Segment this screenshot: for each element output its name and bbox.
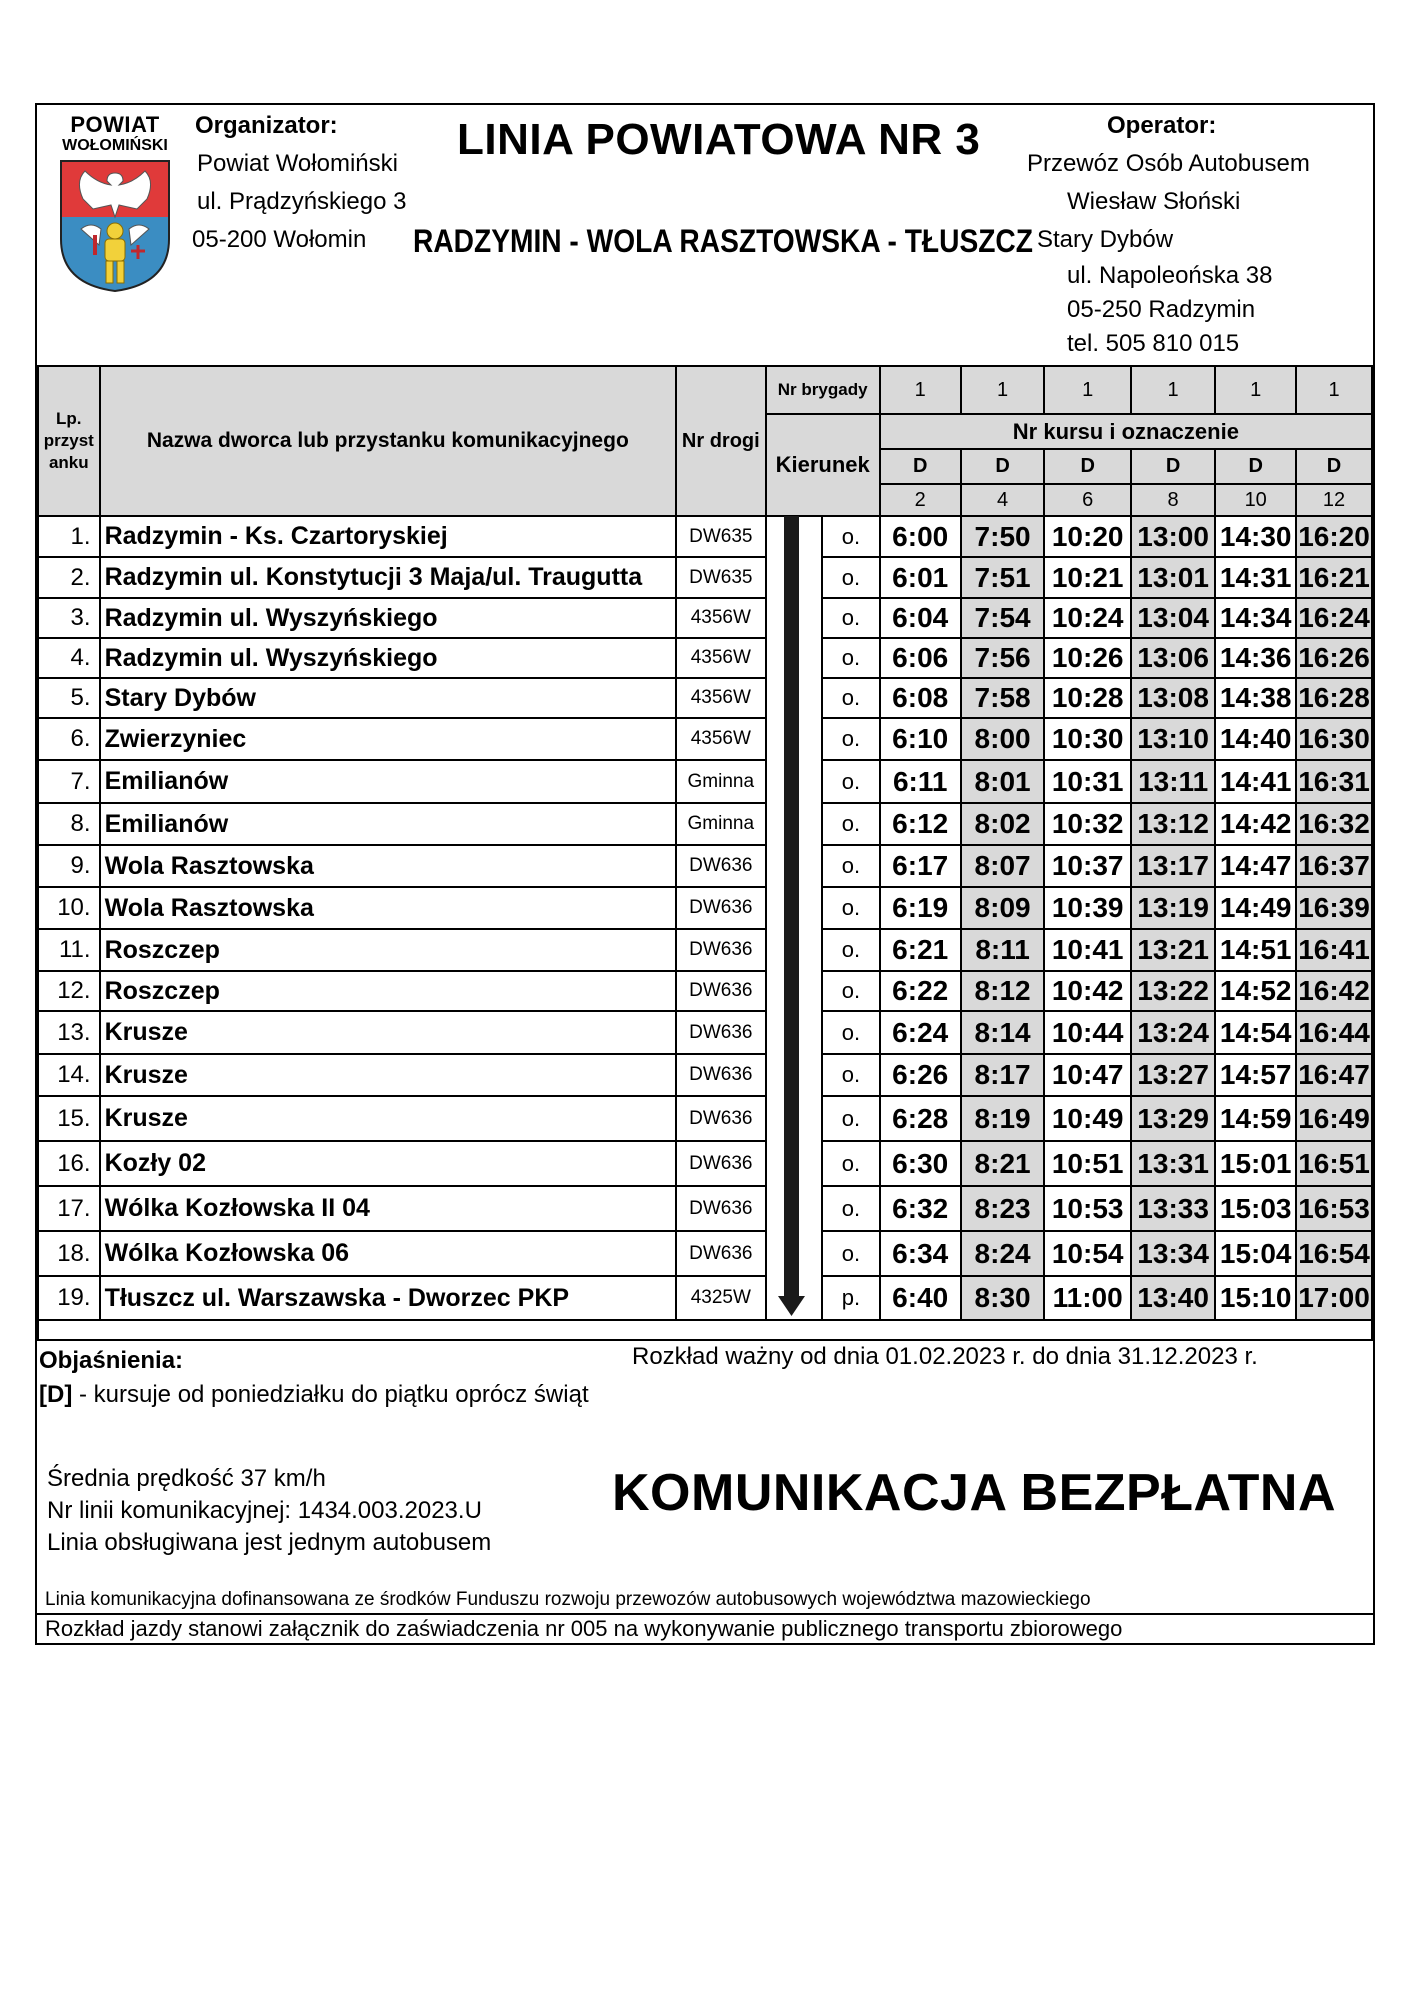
departure-time: 6:12 bbox=[880, 803, 961, 845]
operator-line: ul. Napoleońska 38 bbox=[1067, 262, 1273, 289]
table-row bbox=[38, 678, 1372, 718]
road-number: Gminna bbox=[676, 803, 766, 845]
course-mark: D bbox=[961, 449, 1045, 484]
stop-number: 6. bbox=[38, 718, 100, 760]
stop-type: o. bbox=[822, 803, 880, 845]
departure-time: 16:44 bbox=[1296, 1011, 1372, 1054]
road-number: DW636 bbox=[676, 1231, 766, 1276]
stop-type: o. bbox=[822, 1231, 880, 1276]
operator-line: Przewóz Osób Autobusem bbox=[1027, 150, 1310, 177]
departure-time: 15:03 bbox=[1215, 1186, 1296, 1231]
organizer-line: Powiat Wołomiński bbox=[197, 150, 398, 177]
stop-name: Krusze bbox=[100, 1096, 676, 1141]
departure-time: 6:06 bbox=[880, 638, 961, 678]
stop-type: o. bbox=[822, 845, 880, 887]
departure-time: 10:47 bbox=[1044, 1054, 1130, 1096]
departure-time: 10:41 bbox=[1044, 929, 1130, 971]
departure-time: 16:54 bbox=[1296, 1231, 1372, 1276]
departure-time: 6:22 bbox=[880, 971, 961, 1011]
departure-time: 10:51 bbox=[1044, 1141, 1130, 1186]
legend-code: [D] bbox=[39, 1381, 73, 1408]
timetable bbox=[37, 365, 1373, 1341]
organizer-label: Organizator: bbox=[195, 112, 338, 139]
road-number: 4356W bbox=[676, 638, 766, 678]
brigade-cell: 1 bbox=[1044, 366, 1130, 414]
departure-time: 14:31 bbox=[1215, 557, 1296, 598]
departure-time: 8:09 bbox=[961, 887, 1045, 929]
course-number: 4 bbox=[961, 484, 1045, 516]
departure-time: 13:34 bbox=[1131, 1231, 1215, 1276]
departure-time: 10:53 bbox=[1044, 1186, 1130, 1231]
road-number: DW636 bbox=[676, 1054, 766, 1096]
stop-name: Wólka Kozłowska 06 bbox=[100, 1231, 676, 1276]
departure-time: 8:00 bbox=[961, 718, 1045, 760]
stop-name: Krusze bbox=[100, 1011, 676, 1054]
stop-type: o. bbox=[822, 598, 880, 638]
stop-type: o. bbox=[822, 971, 880, 1011]
timetable-sheet bbox=[35, 103, 1375, 1645]
header-lp-line: Lp. bbox=[56, 409, 82, 428]
departure-time: 7:51 bbox=[961, 557, 1045, 598]
stop-name: Roszczep bbox=[100, 971, 676, 1011]
brigade-cell: 1 bbox=[1215, 366, 1296, 414]
course-mark: D bbox=[1215, 449, 1296, 484]
departure-time: 16:47 bbox=[1296, 1054, 1372, 1096]
departure-time: 6:28 bbox=[880, 1096, 961, 1141]
departure-time: 14:42 bbox=[1215, 803, 1296, 845]
stop-type: o. bbox=[822, 718, 880, 760]
stop-type: o. bbox=[822, 638, 880, 678]
departure-time: 15:04 bbox=[1215, 1231, 1296, 1276]
stop-name: Wola Rasztowska bbox=[100, 845, 676, 887]
departure-time: 6:11 bbox=[880, 760, 961, 803]
attachment-note: Rozkład jazdy stanowi załącznik do zaświadczenia nr 005 na wykonywanie publicznego transportu zbiorowego bbox=[37, 1613, 1373, 1643]
table-row bbox=[38, 1186, 1372, 1231]
departure-time: 14:30 bbox=[1215, 516, 1296, 557]
departure-time: 10:54 bbox=[1044, 1231, 1130, 1276]
departure-time: 10:42 bbox=[1044, 971, 1130, 1011]
stop-type: o. bbox=[822, 1054, 880, 1096]
road-number: DW636 bbox=[676, 1141, 766, 1186]
departure-time: 16:20 bbox=[1296, 516, 1372, 557]
table-row bbox=[38, 760, 1372, 803]
stop-type: o. bbox=[822, 516, 880, 557]
stop-number: 3. bbox=[38, 598, 100, 638]
departure-time: 6:04 bbox=[880, 598, 961, 638]
course-number: 12 bbox=[1296, 484, 1372, 516]
table-row bbox=[38, 1096, 1372, 1141]
departure-time: 10:39 bbox=[1044, 887, 1130, 929]
departure-time: 8:17 bbox=[961, 1054, 1045, 1096]
brigade-cell: 1 bbox=[880, 366, 961, 414]
stop-number: 8. bbox=[38, 803, 100, 845]
departure-time: 10:20 bbox=[1044, 516, 1130, 557]
stop-type: o. bbox=[822, 1186, 880, 1231]
stop-type: o. bbox=[822, 1011, 880, 1054]
organizer-block bbox=[189, 107, 406, 259]
road-number: Gminna bbox=[676, 760, 766, 803]
legend-text: - kursuje od poniedziałku do piątku oprócz świąt bbox=[72, 1381, 589, 1408]
departure-time: 13:17 bbox=[1131, 845, 1215, 887]
departure-time: 14:41 bbox=[1215, 760, 1296, 803]
road-number: DW636 bbox=[676, 887, 766, 929]
departure-time: 13:06 bbox=[1131, 638, 1215, 678]
operator-line: Stary Dybów bbox=[1037, 226, 1174, 253]
operator-block bbox=[1027, 107, 1310, 361]
departure-time: 10:44 bbox=[1044, 1011, 1130, 1054]
departure-time: 11:00 bbox=[1044, 1276, 1130, 1320]
departure-time: 14:52 bbox=[1215, 971, 1296, 1011]
departure-time: 6:01 bbox=[880, 557, 961, 598]
departure-time: 8:14 bbox=[961, 1011, 1045, 1054]
departure-time: 14:57 bbox=[1215, 1054, 1296, 1096]
departure-time: 13:21 bbox=[1131, 929, 1215, 971]
table-row bbox=[38, 1011, 1372, 1054]
departure-time: 6:30 bbox=[880, 1141, 961, 1186]
road-number: DW636 bbox=[676, 971, 766, 1011]
page-title: LINIA POWIATOWA NR 3 bbox=[457, 115, 981, 164]
table-row bbox=[38, 803, 1372, 845]
departure-time: 8:23 bbox=[961, 1186, 1045, 1231]
departure-time: 16:49 bbox=[1296, 1096, 1372, 1141]
road-number: DW636 bbox=[676, 1011, 766, 1054]
stop-number: 4. bbox=[38, 638, 100, 678]
departure-time: 8:21 bbox=[961, 1141, 1045, 1186]
stop-number: 17. bbox=[38, 1186, 100, 1231]
departure-time: 7:50 bbox=[961, 516, 1045, 557]
departure-time: 13:01 bbox=[1131, 557, 1215, 598]
down-arrow-icon bbox=[764, 516, 821, 1320]
header-road: Nr drogi bbox=[676, 366, 766, 516]
road-number: DW635 bbox=[676, 557, 766, 598]
stop-type: o. bbox=[822, 1141, 880, 1186]
table-row bbox=[38, 557, 1372, 598]
departure-time: 14:54 bbox=[1215, 1011, 1296, 1054]
departure-time: 13:04 bbox=[1131, 598, 1215, 638]
stop-type: o. bbox=[822, 678, 880, 718]
course-mark: D bbox=[1131, 449, 1215, 484]
table-row bbox=[38, 929, 1372, 971]
departure-time: 8:07 bbox=[961, 845, 1045, 887]
departure-time: 6:24 bbox=[880, 1011, 961, 1054]
stop-name: Zwierzyniec bbox=[100, 718, 676, 760]
departure-time: 13:40 bbox=[1131, 1276, 1215, 1320]
header-lp-line: anku bbox=[48, 453, 89, 472]
departure-time: 16:31 bbox=[1296, 760, 1372, 803]
funding-note: Linia komunikacyjna dofinansowana ze środków Funduszu rozwoju przewozów autobusowych województwa mazowieckiego bbox=[45, 1589, 1091, 1610]
departure-time: 13:24 bbox=[1131, 1011, 1215, 1054]
table-row bbox=[38, 1231, 1372, 1276]
departure-time: 16:32 bbox=[1296, 803, 1372, 845]
departure-time: 10:32 bbox=[1044, 803, 1130, 845]
average-speed: Średnia prędkość 37 km/h bbox=[47, 1465, 326, 1492]
coat-of-arms-icon bbox=[59, 159, 171, 293]
header-stop-name: Nazwa dworca lub przystanku komunikacyjnego bbox=[100, 366, 676, 516]
stop-number: 14. bbox=[38, 1054, 100, 1096]
road-number: 4356W bbox=[676, 598, 766, 638]
departure-time: 14:59 bbox=[1215, 1096, 1296, 1141]
header-brigade: Nr brygady bbox=[766, 366, 880, 414]
departure-time: 6:32 bbox=[880, 1186, 961, 1231]
course-number: 10 bbox=[1215, 484, 1296, 516]
stop-type: p. bbox=[822, 1276, 880, 1320]
departure-time: 14:49 bbox=[1215, 887, 1296, 929]
course-number: 8 bbox=[1131, 484, 1215, 516]
organizer-line: ul. Prądzyńskiego 3 bbox=[197, 188, 407, 215]
table-row bbox=[38, 718, 1372, 760]
road-number: 4356W bbox=[676, 678, 766, 718]
one-bus-note: Linia obsługiwana jest jednym autobusem bbox=[47, 1529, 492, 1556]
departure-time: 16:53 bbox=[1296, 1186, 1372, 1231]
departure-time: 13:00 bbox=[1131, 516, 1215, 557]
departure-time: 16:41 bbox=[1296, 929, 1372, 971]
stop-number: 5. bbox=[38, 678, 100, 718]
header bbox=[37, 105, 1373, 367]
stop-name: Tłuszcz ul. Warszawska - Dworzec PKP bbox=[100, 1276, 676, 1320]
stop-type: o. bbox=[822, 1096, 880, 1141]
stop-name: Emilianów bbox=[100, 760, 676, 803]
departure-time: 8:30 bbox=[961, 1276, 1045, 1320]
table-row bbox=[38, 887, 1372, 929]
departure-time: 10:30 bbox=[1044, 718, 1130, 760]
stop-type: o. bbox=[822, 887, 880, 929]
departure-time: 16:30 bbox=[1296, 718, 1372, 760]
stop-name: Radzymin - Ks. Czartoryskiej bbox=[100, 516, 676, 557]
departure-time: 13:27 bbox=[1131, 1054, 1215, 1096]
road-number: DW636 bbox=[676, 1096, 766, 1141]
departure-time: 13:31 bbox=[1131, 1141, 1215, 1186]
departure-time: 10:24 bbox=[1044, 598, 1130, 638]
road-number: DW635 bbox=[676, 516, 766, 557]
departure-time: 16:28 bbox=[1296, 678, 1372, 718]
departure-time: 13:11 bbox=[1131, 760, 1215, 803]
stop-type: o. bbox=[822, 760, 880, 803]
stop-number: 11. bbox=[38, 929, 100, 971]
logo-line1: POWIAT bbox=[70, 112, 160, 137]
road-number: 4356W bbox=[676, 718, 766, 760]
stop-name: Roszczep bbox=[100, 929, 676, 971]
stop-number: 9. bbox=[38, 845, 100, 887]
course-mark: D bbox=[1296, 449, 1372, 484]
header-direction: Kierunek bbox=[766, 414, 880, 516]
brigade-cell: 1 bbox=[1131, 366, 1215, 414]
departure-time: 17:00 bbox=[1296, 1276, 1372, 1320]
departure-time: 10:31 bbox=[1044, 760, 1130, 803]
header-course: Nr kursu i oznaczenie bbox=[880, 414, 1372, 449]
stop-name: Radzymin ul. Wyszyńskiego bbox=[100, 638, 676, 678]
departure-time: 13:12 bbox=[1131, 803, 1215, 845]
departure-time: 8:12 bbox=[961, 971, 1045, 1011]
table-row bbox=[38, 598, 1372, 638]
departure-time: 13:33 bbox=[1131, 1186, 1215, 1231]
departure-time: 7:58 bbox=[961, 678, 1045, 718]
departure-time: 8:11 bbox=[961, 929, 1045, 971]
table-row bbox=[38, 845, 1372, 887]
departure-time: 16:26 bbox=[1296, 638, 1372, 678]
table-row bbox=[38, 1276, 1372, 1320]
departure-time: 13:19 bbox=[1131, 887, 1215, 929]
departure-time: 14:51 bbox=[1215, 929, 1296, 971]
course-number: 6 bbox=[1044, 484, 1130, 516]
departure-time: 6:19 bbox=[880, 887, 961, 929]
stop-name: Emilianów bbox=[100, 803, 676, 845]
stop-name: Wólka Kozłowska II 04 bbox=[100, 1186, 676, 1231]
departure-time: 14:47 bbox=[1215, 845, 1296, 887]
stop-number: 1. bbox=[38, 516, 100, 557]
stop-number: 16. bbox=[38, 1141, 100, 1186]
departure-time: 6:26 bbox=[880, 1054, 961, 1096]
table-row bbox=[38, 971, 1372, 1011]
stop-name: Radzymin ul. Wyszyńskiego bbox=[100, 598, 676, 638]
departure-time: 14:38 bbox=[1215, 678, 1296, 718]
brigade-cell: 1 bbox=[1296, 366, 1372, 414]
stop-number: 2. bbox=[38, 557, 100, 598]
line-info bbox=[47, 1463, 491, 1559]
brigade-cell: 1 bbox=[961, 366, 1045, 414]
stop-number: 12. bbox=[38, 971, 100, 1011]
departure-time: 13:10 bbox=[1131, 718, 1215, 760]
stop-number: 15. bbox=[38, 1096, 100, 1141]
departure-time: 15:01 bbox=[1215, 1141, 1296, 1186]
departure-time: 7:56 bbox=[961, 638, 1045, 678]
departure-time: 7:54 bbox=[961, 598, 1045, 638]
departure-time: 14:34 bbox=[1215, 598, 1296, 638]
county-logo bbox=[55, 113, 175, 293]
departure-time: 8:24 bbox=[961, 1231, 1045, 1276]
departure-time: 6:40 bbox=[880, 1276, 961, 1320]
stop-number: 7. bbox=[38, 760, 100, 803]
departure-time: 13:29 bbox=[1131, 1096, 1215, 1141]
legend-d bbox=[39, 1381, 589, 1409]
road-number: DW636 bbox=[676, 929, 766, 971]
departure-time: 8:01 bbox=[961, 760, 1045, 803]
stop-type: o. bbox=[822, 557, 880, 598]
header-lp-line: przyst bbox=[43, 431, 94, 450]
departure-time: 10:37 bbox=[1044, 845, 1130, 887]
departure-time: 10:26 bbox=[1044, 638, 1130, 678]
departure-time: 10:49 bbox=[1044, 1096, 1130, 1141]
departure-time: 16:51 bbox=[1296, 1141, 1372, 1186]
table-row bbox=[38, 638, 1372, 678]
operator-label: Operator: bbox=[1107, 112, 1217, 139]
departure-time: 6:17 bbox=[880, 845, 961, 887]
logo-line2: WOŁOMIŃSKI bbox=[62, 137, 168, 154]
departure-time: 14:40 bbox=[1215, 718, 1296, 760]
course-mark: D bbox=[1044, 449, 1130, 484]
line-number: Nr linii komunikacyjnej: 1434.003.2023.U bbox=[47, 1497, 482, 1524]
operator-line: 05-250 Radzymin bbox=[1067, 296, 1256, 323]
departure-time: 15:10 bbox=[1215, 1276, 1296, 1320]
departure-time: 16:42 bbox=[1296, 971, 1372, 1011]
stop-number: 19. bbox=[38, 1276, 100, 1320]
organizer-line: 05-200 Wołomin bbox=[192, 226, 367, 253]
departure-time: 10:21 bbox=[1044, 557, 1130, 598]
table-row bbox=[38, 1054, 1372, 1096]
departure-time: 14:36 bbox=[1215, 638, 1296, 678]
operator-line: Wiesław Słoński bbox=[1067, 188, 1241, 215]
course-mark: D bbox=[880, 449, 961, 484]
free-transport-banner: KOMUNIKACJA BEZPŁATNA bbox=[612, 1464, 1337, 1522]
departure-time: 16:21 bbox=[1296, 557, 1372, 598]
departure-time: 16:37 bbox=[1296, 845, 1372, 887]
table-row bbox=[38, 516, 1372, 557]
stop-name: Wola Rasztowska bbox=[100, 887, 676, 929]
stop-number: 18. bbox=[38, 1231, 100, 1276]
departure-time: 6:08 bbox=[880, 678, 961, 718]
stop-number: 10. bbox=[38, 887, 100, 929]
departure-time: 8:02 bbox=[961, 803, 1045, 845]
explanations-label: Objaśnienia: bbox=[39, 1347, 184, 1374]
departure-time: 6:34 bbox=[880, 1231, 961, 1276]
stop-name: Stary Dybów bbox=[100, 678, 676, 718]
departure-time: 8:19 bbox=[961, 1096, 1045, 1141]
departure-time: 6:10 bbox=[880, 718, 961, 760]
departure-time: 13:08 bbox=[1131, 678, 1215, 718]
departure-time: 16:39 bbox=[1296, 887, 1372, 929]
operator-line: tel. 505 810 015 bbox=[1067, 330, 1240, 357]
road-number: 4325W bbox=[676, 1276, 766, 1320]
departure-time: 6:00 bbox=[880, 516, 961, 557]
validity-period: Rozkład ważny od dnia 01.02.2023 r. do dnia 31.12.2023 r. bbox=[632, 1343, 1258, 1370]
stop-name: Krusze bbox=[100, 1054, 676, 1096]
road-number: DW636 bbox=[676, 845, 766, 887]
stop-name: Kozły 02 bbox=[100, 1141, 676, 1186]
road-number: DW636 bbox=[676, 1186, 766, 1231]
table-row bbox=[38, 1141, 1372, 1186]
departure-time: 10:28 bbox=[1044, 678, 1130, 718]
stop-name: Radzymin ul. Konstytucji 3 Maja/ul. Traugutta bbox=[100, 557, 676, 598]
departure-time: 16:24 bbox=[1296, 598, 1372, 638]
header-lp bbox=[38, 366, 100, 516]
departure-time: 13:22 bbox=[1131, 971, 1215, 1011]
stop-number: 13. bbox=[38, 1011, 100, 1054]
course-number: 2 bbox=[880, 484, 961, 516]
departure-time: 6:21 bbox=[880, 929, 961, 971]
route-title: RADZYMIN - WOLA RASZTOWSKA - TŁUSZCZ bbox=[413, 223, 1033, 259]
stop-type: o. bbox=[822, 929, 880, 971]
footer bbox=[37, 1337, 1373, 1643]
